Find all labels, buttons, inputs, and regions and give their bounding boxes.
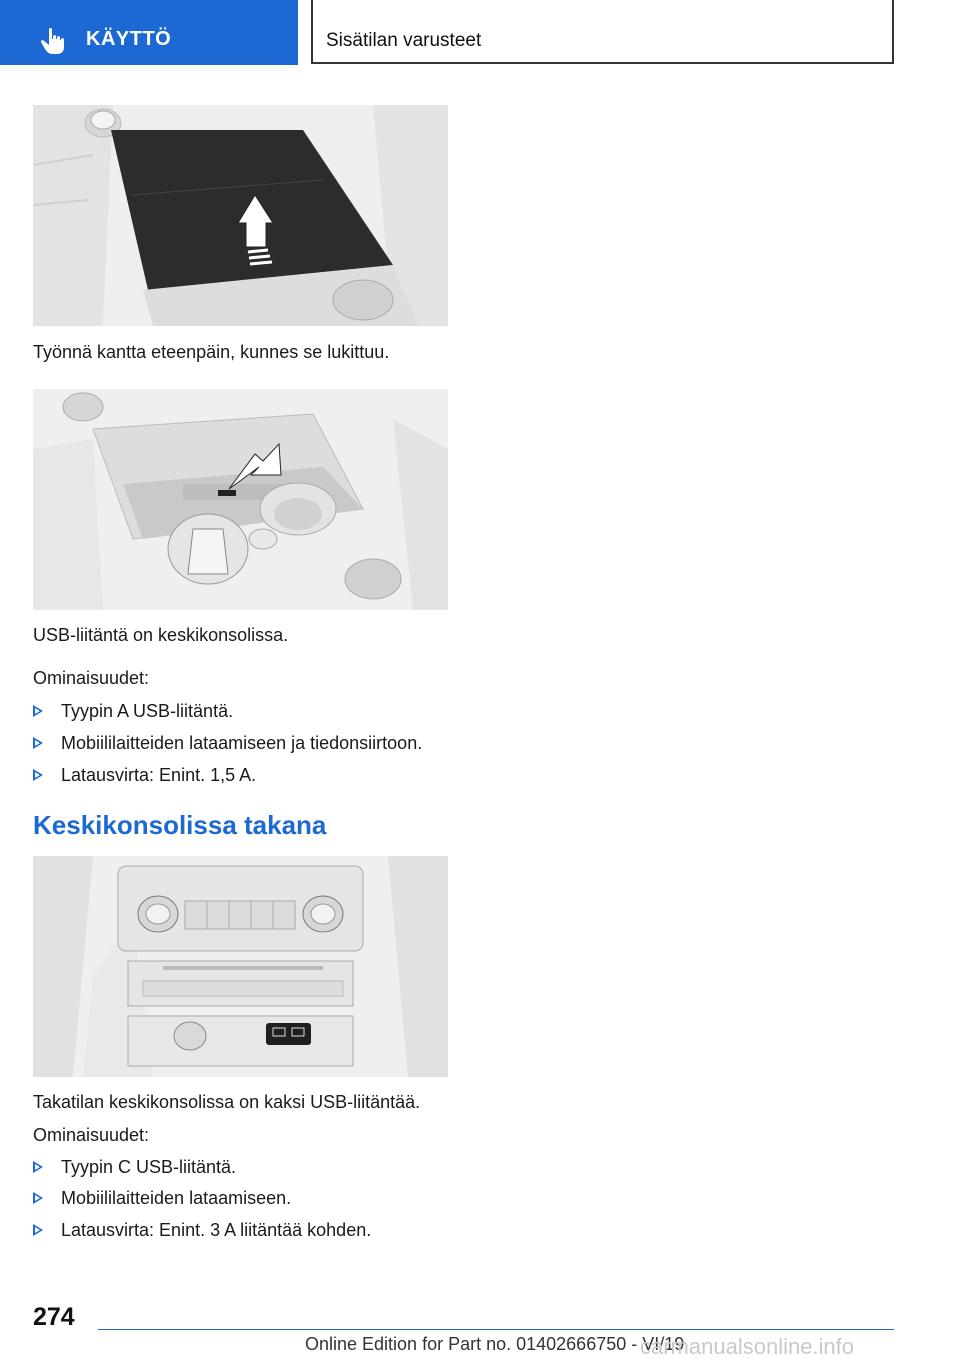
triangle-bullet-icon [33, 1224, 43, 1236]
cover-slide-illustration [33, 105, 448, 326]
watermark: carmanualsonline.info [640, 1334, 855, 1359]
triangle-bullet-icon [33, 769, 43, 781]
section-title: Sisätilan varusteet [326, 30, 482, 51]
caption-3: Takatilan keskikonsolissa on kaksi USB-liitäntää. [33, 1092, 421, 1112]
list-item: Latausvirta: Enint. 3 A liitäntää kohden. [33, 1220, 371, 1241]
chapter-label: KÄYTTÖ [86, 28, 172, 50]
features-label-1: Ominaisuudet: [33, 668, 150, 688]
hand-pointer-icon [40, 27, 66, 55]
list-item: Latausvirta: Enint. 1,5 A. [33, 765, 256, 786]
section-title-box [311, 0, 894, 64]
triangle-bullet-icon [33, 705, 43, 717]
section-heading: Keskikonsolissa takana [33, 810, 327, 840]
list-item: Tyypin A USB-liitäntä. [33, 701, 233, 722]
triangle-bullet-icon [33, 1161, 43, 1173]
page-number: 274 [33, 1303, 75, 1331]
features-label-2: Ominaisuudet: [33, 1125, 150, 1145]
caption-2: USB-liitäntä on keskikonsolissa. [33, 625, 289, 645]
caption-1: Työnnä kantta eteenpäin, kunnes se lukittuu. [33, 342, 390, 362]
list-item: Mobiililaitteiden lataamiseen ja tiedonsiirtoon. [33, 733, 422, 754]
rear-console-illustration [33, 856, 448, 1077]
triangle-bullet-icon [33, 1192, 43, 1204]
triangle-bullet-icon [33, 737, 43, 749]
footer-divider [98, 1329, 894, 1330]
list-item: Mobiililaitteiden lataamiseen. [33, 1188, 291, 1209]
chapter-tab [0, 0, 298, 65]
list-item: Tyypin C USB-liitäntä. [33, 1157, 236, 1178]
edition-text: Online Edition for Part no. 01402666750 - VI/19 [305, 1334, 685, 1354]
usb-in-console-illustration [33, 389, 448, 610]
